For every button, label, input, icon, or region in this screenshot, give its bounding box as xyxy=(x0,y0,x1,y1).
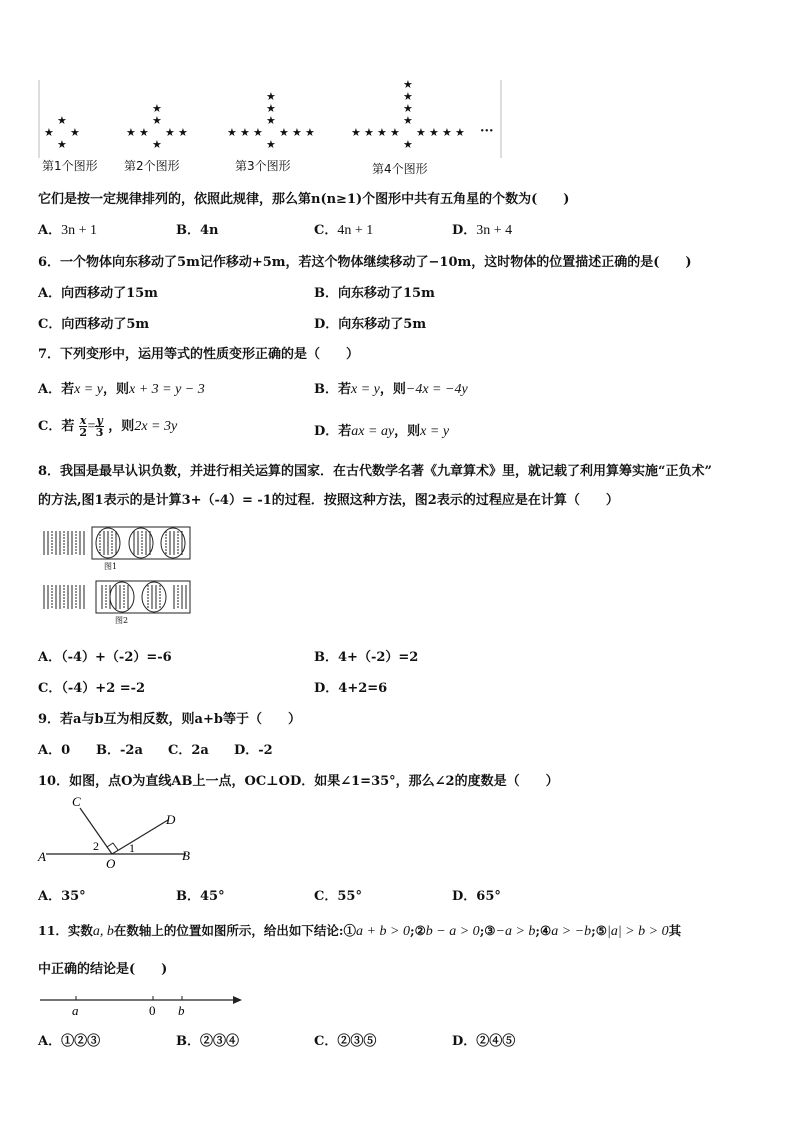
q7-option-b[interactable]: B．若x = y，则−4x = −4y xyxy=(314,382,468,397)
star-icon: ★ xyxy=(403,115,413,127)
q11-stem-line1: 11．实数a, b在数轴上的位置如图所示，给出如下结论:①a + b > 0;②b − a > 0;③−a > b;④a > −b;⑤|a| > b > 0其 xyxy=(38,923,682,939)
star-icon: ★ xyxy=(279,127,289,139)
q8-stem-line2: 的方法,图1表示的是计算3+（-4）= -1的过程．按照这种方法，图2表示的过程应是在计算（ ） xyxy=(38,493,619,508)
star-icon: ★ xyxy=(403,139,413,151)
q5-option-d[interactable]: D．3n + 4 xyxy=(452,223,513,238)
star-icon: ★ xyxy=(139,127,149,139)
q9-option-b[interactable]: B．-2a xyxy=(96,743,143,758)
label-point-d: D xyxy=(166,812,176,827)
q11-stem-line2: 中正确的结论是( ) xyxy=(38,962,168,977)
label-point-c: C xyxy=(72,794,81,809)
axis-label-zero: 0 xyxy=(149,1003,156,1018)
star-icon: ★ xyxy=(266,91,276,103)
star-icon: ★ xyxy=(70,127,80,139)
caption-figure-1: 第1个图形 xyxy=(42,159,98,173)
q10-option-c[interactable]: C．55° xyxy=(314,889,362,904)
q8-option-d[interactable]: D．4+2=6 xyxy=(314,681,388,696)
counting-rods-svg xyxy=(40,525,195,627)
axis-label-b: b xyxy=(178,1003,185,1018)
star-icon: ★ xyxy=(57,139,67,151)
star-icon: ★ xyxy=(403,103,413,115)
q11-option-c[interactable]: C．②③⑤ xyxy=(314,1034,377,1049)
q11-option-d[interactable]: D．②④⑤ xyxy=(452,1034,516,1049)
q5-stem: 它们是按一定规律排列的，依照此规律，那么第n(n≥1)个图形中共有五角星的个数为( ) xyxy=(38,192,570,207)
star-icon: ★ xyxy=(126,127,136,139)
number-line-svg xyxy=(36,990,246,1020)
q9-option-a[interactable]: A．0 xyxy=(38,743,71,758)
caption-figure-2: 第2个图形 xyxy=(124,159,180,173)
q7-stem: 7．下列变形中，运用等式的性质变形正确的是（ ） xyxy=(38,347,360,362)
q9-stem: 9．若a与b互为相反数，则a+b等于（ ） xyxy=(38,712,301,727)
star-icon: ★ xyxy=(266,103,276,115)
star-icon: ★ xyxy=(253,127,263,139)
star-icon: ★ xyxy=(455,127,465,139)
q10-stem: 10．如图，点O为直线AB上一点，OC⊥OD．如果∠1=35°，那么∠2的度数是（ ） xyxy=(38,774,559,789)
q10-option-d[interactable]: D．65° xyxy=(452,889,501,904)
q9-option-c[interactable]: C．2a xyxy=(168,743,209,758)
fraction-y-over-3: $\frac{y}{3}$ xyxy=(95,414,104,439)
fraction-x-over-2: $\frac{x}{2}$ xyxy=(79,414,87,439)
star-icon: ★ xyxy=(416,127,426,139)
figure-1-label: 图1 xyxy=(104,562,118,571)
q6-option-b[interactable]: B．向东移动了15m xyxy=(314,286,435,301)
q10-option-b[interactable]: B．45° xyxy=(176,889,225,904)
star-icon: ★ xyxy=(266,115,276,127)
star-icon: ★ xyxy=(292,127,302,139)
star-icon: ★ xyxy=(152,115,162,127)
caption-figure-4: 第4个图形 xyxy=(372,162,428,176)
star-icon: ★ xyxy=(152,139,162,151)
angle-figure-svg xyxy=(36,792,206,872)
star-icon: ★ xyxy=(377,127,387,139)
label-point-o: O xyxy=(106,856,116,871)
q7-option-a[interactable]: A．若x = y，则x + 3 = y − 3 xyxy=(38,382,205,397)
q6-option-d[interactable]: D．向东移动了5m xyxy=(314,317,427,332)
q8-stem-line1: 8．我国是最早认识负数，并进行相关运算的国家．在古代数学名著《九章算术》里，就记载了利用算筹实施“正负术” xyxy=(38,464,713,479)
q6-option-a[interactable]: A．向西移动了15m xyxy=(38,286,158,301)
q8-option-c[interactable]: C．（-4）+2 =-2 xyxy=(38,681,146,696)
star-icon: ★ xyxy=(165,127,175,139)
pattern-ellipsis: ··· xyxy=(480,124,494,139)
q6-option-c[interactable]: C．向西移动了5m xyxy=(38,317,150,332)
q6-stem: 6．一个物体向东移动了5m记作移动+5m，若这个物体继续移动了−10m，这时物体的位置描述正确的是( ) xyxy=(38,255,692,270)
star-icon: ★ xyxy=(364,127,374,139)
star-icon: ★ xyxy=(240,127,250,139)
q7-option-d[interactable]: D．若ax = ay，则x = y xyxy=(314,424,450,439)
q7-option-c[interactable]: C．若 $\frac{x}{2}$ = $\frac{y}{3}$ ，则2x = 3y xyxy=(38,414,178,439)
q5-option-a[interactable]: A．3n + 1 xyxy=(38,223,97,238)
q5-option-c[interactable]: C．4n + 1 xyxy=(314,223,374,238)
caption-figure-3: 第3个图形 xyxy=(235,159,291,173)
q8-option-b[interactable]: B．4+（-2）=2 xyxy=(314,650,419,665)
star-icon: ★ xyxy=(178,127,188,139)
q9-option-d[interactable]: D．-2 xyxy=(234,743,273,758)
label-angle-1: 1 xyxy=(129,841,135,855)
star-icon: ★ xyxy=(351,127,361,139)
star-icon: ★ xyxy=(57,115,67,127)
figure-2-label: 图2 xyxy=(115,616,129,625)
star-icon: ★ xyxy=(152,103,162,115)
q11-option-a[interactable]: A．①②③ xyxy=(38,1034,101,1049)
star-icon: ★ xyxy=(429,127,439,139)
star-icon: ★ xyxy=(44,127,54,139)
q10-option-a[interactable]: A．35° xyxy=(38,889,86,904)
star-icon: ★ xyxy=(390,127,400,139)
label-point-b: B xyxy=(182,848,190,863)
axis-label-a: a xyxy=(72,1003,79,1018)
star-icon: ★ xyxy=(305,127,315,139)
star-icon: ★ xyxy=(227,127,237,139)
label-point-a: A xyxy=(38,849,46,864)
star-icon: ★ xyxy=(442,127,452,139)
q5-option-b[interactable]: B．4n xyxy=(176,223,219,238)
star-icon: ★ xyxy=(403,91,413,103)
q11-option-b[interactable]: B．②③④ xyxy=(176,1034,240,1049)
label-angle-2: 2 xyxy=(93,839,99,853)
star-icon: ★ xyxy=(266,139,276,151)
q8-option-a[interactable]: A．（-4）+（-2）=-6 xyxy=(38,650,172,665)
star-icon: ★ xyxy=(403,79,413,91)
